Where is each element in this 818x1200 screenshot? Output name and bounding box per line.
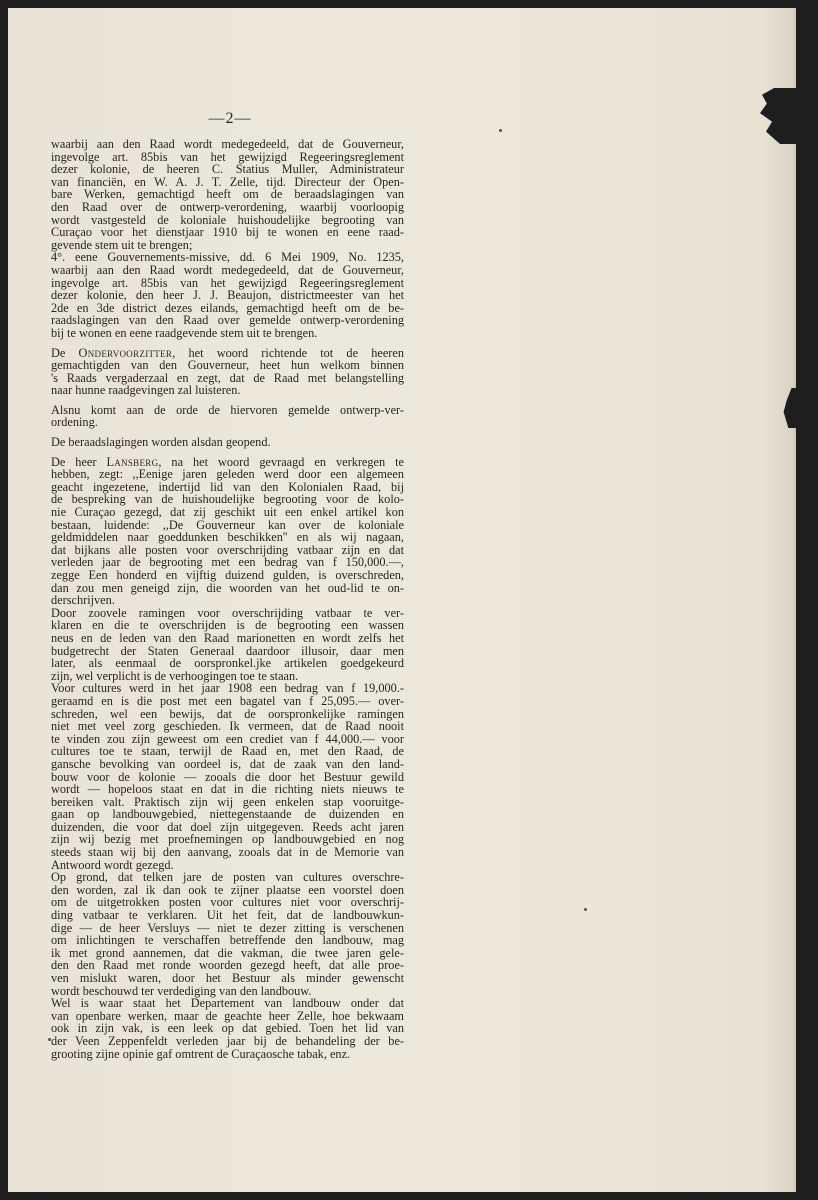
paragraph bbox=[51, 138, 404, 251]
text-line: gemachtigden van den Gouverneur, heet hun welkom binnen bbox=[51, 358, 404, 373]
text-line: ook in zijn vak, is een leek op dat gebied. Toen het lid van bbox=[51, 1021, 404, 1036]
speck-mark bbox=[499, 129, 502, 132]
text-line: hebben, zegt: ,,Eenige jaren geleden werd door een algemeen bbox=[51, 467, 404, 482]
text-line: 4°. eene Gouvernements-missive, dd. 6 Mei 1909, No. 1235, bbox=[51, 250, 404, 265]
text-line: Voor cultures werd in het jaar 1908 een bedrag van f 19,000.- bbox=[51, 681, 404, 696]
text-line: bare Werken, gemachtigd heeft om de beraadslagingen van bbox=[51, 187, 404, 202]
page-number: —2— bbox=[208, 110, 252, 127]
text-line: raadslagingen van den Raad over gemelde ontwerp-verordening bbox=[51, 313, 404, 328]
text-line: ingevolge art. 85bis van het gewijzigd Regeeringsreglement bbox=[51, 275, 404, 290]
text-line: later, als eenmaal de oorspronkel.jke artikelen goedgekeurd bbox=[51, 656, 404, 671]
text-line: geacht ingezetene, indertijd lid van den Kolonialen Raad, bij bbox=[51, 479, 404, 494]
text-line: Op grond, dat telken jare de posten van cultures overschre- bbox=[51, 870, 404, 885]
text-line: wordt vastgesteld de koloniale huishoudelijke begrooting van bbox=[51, 212, 404, 227]
text-line: bouw voor de kolonie — zooals die door het Bestuur gewild bbox=[51, 769, 404, 784]
text-line: De heer Lansberg, na het woord gevraagd en verkregen te bbox=[51, 454, 404, 469]
text-line: Antwoord wordt gezegd. bbox=[51, 857, 174, 872]
text-line: den worden, zal ik dan ook te zijner plaatse een voorstel doen bbox=[51, 882, 404, 897]
paragraph bbox=[51, 251, 404, 339]
paragraph bbox=[51, 404, 404, 429]
text-line: cultures toe te staan, terwijl de Raad en, met den Raad, de bbox=[51, 744, 404, 759]
text-line: dezer kolonie, den heer J. J. Beaujon, districtmeester van het bbox=[51, 288, 404, 303]
paragraph bbox=[51, 436, 404, 449]
text-line: de bespreking van de huishoudelijke begrooting voor de kolo- bbox=[51, 492, 404, 507]
text-line: ven mislukt waren, door het Bestuur als minder gewenscht bbox=[51, 971, 404, 985]
text-line: 2de en 3de district dezes eilands, gemachtigd heeft om de be- bbox=[51, 300, 404, 315]
text-line: zegge Een honderd en vijftig duizend gulden, is overschreden, bbox=[51, 568, 404, 582]
text-line: dan zou men geneigd zijn, die woorden van het oud-lid te on- bbox=[51, 580, 404, 595]
text-line: ik met grond aannemen, dat die vakman, die twee jaren gele- bbox=[51, 945, 404, 960]
text-line: duizenden, die voor dat doel zijn uitgegeven. Reeds acht jaren bbox=[51, 819, 404, 834]
text-line: steeds staan wij bij den aanvang, zooals dat in de Memorie van bbox=[51, 845, 404, 860]
text-line: derschrijven. bbox=[51, 593, 115, 608]
text-line: De beraadslagingen worden alsdan geopend. bbox=[51, 435, 271, 450]
text-line: der Veen Zeppenfeldt verleden jaar bij de behandeling der be- bbox=[51, 1033, 404, 1048]
text-line: geldmiddelen naar goeddunken beschikken'' en als wij nagaan, bbox=[51, 530, 404, 545]
text-line: dezer kolonie, de heeren C. Statius Muller, Administrateur bbox=[51, 162, 404, 177]
text-line: bereiken valt. Praktisch zijn wij geen enkelen stap vooruitge- bbox=[51, 794, 404, 809]
text-line: dat bijkans alle posten voor overschrijding vatbaar zijn en dat bbox=[51, 542, 404, 557]
text-line: grooting zijne opinie gaf omtrent de Curaçaosche tabak, enz. bbox=[51, 1046, 351, 1061]
text-line: ordening. bbox=[51, 415, 98, 430]
text-line: wordt beschouwd ter verdediging van den landbouw. bbox=[51, 983, 312, 998]
text-line: verleden jaar de begrooting met een bedrag van f 150,000.—, bbox=[51, 555, 404, 570]
text-line: bij te wonen en eene raadgevende stem uit te brengen. bbox=[51, 325, 318, 340]
text-line: ingevolge art. 85bis van het gewijzigd Regeeringsreglement bbox=[51, 149, 404, 164]
body-text bbox=[51, 138, 404, 1060]
text-line: dige — de heer Versluys — niet te dezer zitting is verschenen bbox=[51, 920, 404, 935]
text-line: budgetrecht der Staten Generaal daardoor illusoir, daar men bbox=[51, 643, 404, 658]
paragraph bbox=[51, 997, 404, 1060]
text-line: om inlichtingen te verschaffen betreffende den landbouw, mag bbox=[51, 933, 404, 948]
text-line: waarbij aan den Raad wordt medegedeeld, dat de Gouverneur, bbox=[51, 137, 404, 151]
text-line: wordt — hopeloos staat en dat in die richting niets nieuws te bbox=[51, 782, 404, 797]
text-line: ding vatbaar te verklaren. Uit het feit, dat de landbouwkun- bbox=[51, 908, 404, 923]
text-line: te vinden zou zijn geweest om een crediet van f 44,000.— voor bbox=[51, 731, 404, 746]
text-line: klaren en die te overschrijden is de begrooting een wassen bbox=[51, 618, 404, 633]
text-line: Alsnu komt aan de orde de hiervoren gemelde ontwerp-ver- bbox=[51, 402, 404, 417]
text-line: zijn, wel verplicht is de verhoogingen toe te staan. bbox=[51, 668, 299, 683]
text-line: den Raad over de ontwerp-verordening, waarbij voorloopig bbox=[51, 199, 404, 214]
text-line: gaan op landbouwgebied, niettegenstaande de duizenden en bbox=[51, 807, 404, 822]
text-line: geraamd en is die post met een bagatel van f 25,095.— over- bbox=[51, 693, 404, 708]
text-line: zijn wij bezig met proefnemingen op landbouwgebied en nog bbox=[51, 832, 404, 847]
paragraph bbox=[51, 871, 404, 997]
paragraph bbox=[51, 347, 404, 397]
text-line: niet met veel zorg geschieden. Ik vermeen, dat de Raad nooit bbox=[51, 719, 404, 734]
text-line: De Ondervoorzitter, het woord richtende tot de heeren bbox=[51, 345, 404, 360]
text-line: gevende stem uit te brengen; bbox=[51, 237, 193, 252]
text-line: Door zoovele ramingen voor overschrijding vatbaar te ver- bbox=[51, 605, 404, 620]
paragraph bbox=[51, 607, 404, 683]
paragraph bbox=[51, 682, 404, 871]
text-line: Curaçao voor het dienstjaar 1910 bij te wonen en eene raad- bbox=[51, 225, 404, 240]
speck-mark bbox=[584, 908, 587, 911]
text-line: gansche bevolking van oordeel is, dat de zaak van den land- bbox=[51, 756, 404, 771]
text-line: neus en de leden van den Raad marionetten en wordt zelfs het bbox=[51, 630, 404, 645]
text-line: van openbare werken, maar de geachte heer Zelle, hoe bekwaam bbox=[51, 1008, 404, 1023]
text-line: nie Curaçao gezegd, dat zij geschikt uit een enkel artikel kon bbox=[51, 505, 404, 520]
text-line: naar hunne raadgevingen zal luisteren. bbox=[51, 383, 241, 398]
paragraph bbox=[51, 456, 404, 607]
text-line: om de uitgetrokken posten voor cultures niet voor overschrij- bbox=[51, 895, 404, 910]
text-line: bestaan, luidende: ,,De Gouverneur kan over de koloniale bbox=[51, 517, 404, 532]
text-line: den den Raad met ronde woorden gezegd heeft, dat alle proe- bbox=[51, 958, 404, 973]
text-line: schreden, wel een bewijs, dat de oorspronkelijke ramingen bbox=[51, 706, 404, 721]
text-line: 's Raads vergaderzaal en zegt, dat de Raad met belangstelling bbox=[51, 370, 404, 385]
text-line: van financiën, en W. A. J. T. Zelle, tijd. Directeur der Open- bbox=[51, 174, 404, 189]
text-line: Wel is waar staat het Departement van landbouw onder dat bbox=[51, 996, 404, 1011]
text-line: waarbij aan den Raad wordt medegedeeld, dat de Gouverneur, bbox=[51, 262, 404, 277]
